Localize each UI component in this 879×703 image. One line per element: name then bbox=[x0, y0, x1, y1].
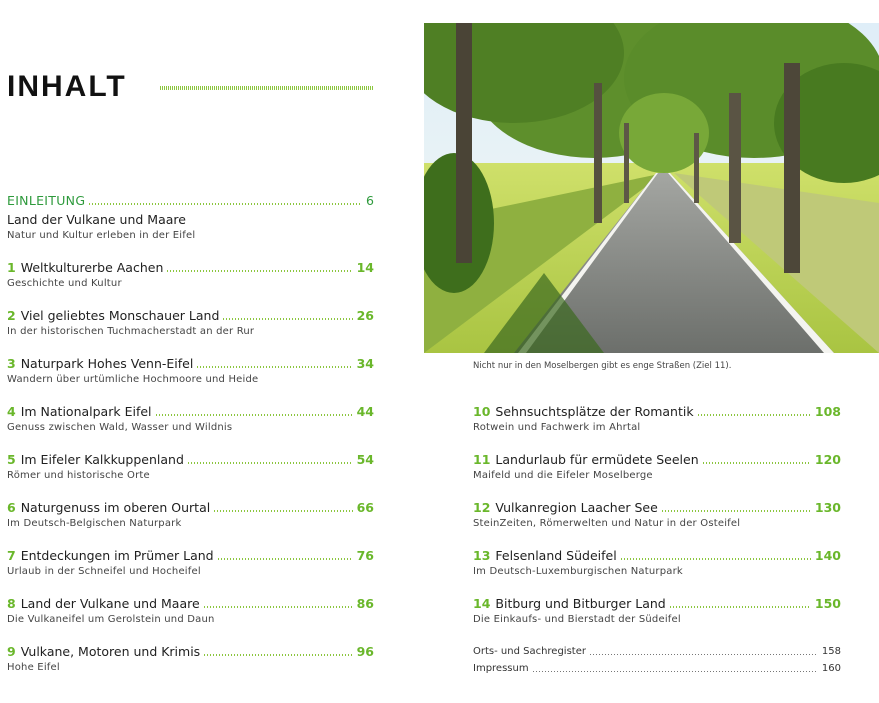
chapter-page-number: 140 bbox=[814, 548, 841, 563]
chapter-page-number: 86 bbox=[356, 596, 374, 611]
chapter-number: 10 bbox=[473, 404, 491, 419]
toc-chapter-entry[interactable] bbox=[7, 308, 374, 337]
chapter-number: 1 bbox=[7, 260, 16, 275]
chapter-subtitle: Wandern über urtümliche Hochmoore und Heide bbox=[7, 374, 259, 385]
dot-leader bbox=[167, 270, 352, 272]
country-road-photo bbox=[424, 23, 879, 353]
chapter-page-number: 130 bbox=[814, 500, 841, 515]
chapter-page-number: 34 bbox=[356, 356, 374, 371]
intro-page-number: 6 bbox=[366, 193, 374, 208]
chapter-heading: Naturpark Hohes Venn-Eifel bbox=[20, 356, 194, 371]
intro-heading: Land der Vulkane und Maare bbox=[7, 212, 186, 227]
chapter-page-number: 44 bbox=[356, 404, 374, 419]
toc-register-entry[interactable] bbox=[473, 646, 841, 657]
chapter-subtitle: Im Deutsch-Luxemburgischen Naturpark bbox=[473, 566, 683, 577]
toc-chapter-entry[interactable] bbox=[7, 452, 374, 481]
dot-leader bbox=[533, 671, 818, 672]
dot-leader bbox=[218, 558, 353, 560]
chapter-number: 11 bbox=[473, 452, 491, 467]
chapter-heading: Land der Vulkane und Maare bbox=[20, 596, 200, 611]
dot-leader bbox=[662, 510, 811, 512]
chapter-subtitle: In der historischen Tuchmacherstadt an der Rur bbox=[7, 326, 255, 337]
dot-leader bbox=[156, 414, 353, 416]
toc-chapter-entry[interactable] bbox=[473, 548, 841, 577]
impressum-label: Impressum bbox=[473, 663, 529, 674]
chapter-subtitle: SteinZeiten, Römerwelten und Natur in der Osteifel bbox=[473, 518, 741, 529]
chapter-number: 2 bbox=[7, 308, 16, 323]
chapter-page-number: 96 bbox=[356, 644, 374, 659]
dot-leader bbox=[204, 654, 352, 656]
chapter-page-number: 54 bbox=[356, 452, 374, 467]
chapter-subtitle: Römer und historische Orte bbox=[7, 470, 150, 481]
chapter-heading: Im Eifeler Kalkkuppenland bbox=[20, 452, 184, 467]
chapter-heading: Im Nationalpark Eifel bbox=[20, 404, 152, 419]
toc-chapter-entry[interactable] bbox=[7, 356, 374, 385]
chapter-subtitle: Hohe Eifel bbox=[7, 662, 60, 673]
chapter-heading: Naturgenuss im oberen Ourtal bbox=[20, 500, 211, 515]
toc-chapter-entry[interactable] bbox=[7, 596, 374, 625]
chapter-number: 12 bbox=[473, 500, 491, 515]
chapter-number: 6 bbox=[7, 500, 16, 515]
chapter-subtitle: Maifeld und die Eifeler Moselberge bbox=[473, 470, 653, 481]
toc-chapter-entry[interactable] bbox=[7, 500, 374, 529]
page-title: INHALT bbox=[7, 70, 127, 103]
dot-leader bbox=[698, 414, 811, 416]
chapter-subtitle: Die Einkaufs- und Bierstadt der Südeifel bbox=[473, 614, 681, 625]
dot-leader bbox=[204, 606, 353, 608]
chapter-page-number: 108 bbox=[814, 404, 841, 419]
chapter-subtitle: Urlaub in der Schneifel und Hocheifel bbox=[7, 566, 201, 577]
dot-leader bbox=[670, 606, 811, 608]
toc-chapter-entry[interactable] bbox=[7, 644, 374, 673]
chapter-number: 5 bbox=[7, 452, 16, 467]
intro-label: EINLEITUNG bbox=[7, 193, 86, 208]
toc-chapter-entry[interactable] bbox=[7, 260, 374, 289]
chapter-subtitle: Geschichte und Kultur bbox=[7, 278, 122, 289]
chapter-page-number: 120 bbox=[814, 452, 841, 467]
dot-leader bbox=[214, 510, 352, 512]
toc-intro-entry[interactable] bbox=[7, 193, 374, 241]
chapter-page-number: 26 bbox=[356, 308, 374, 323]
chapter-number: 3 bbox=[7, 356, 16, 371]
impressum-page-number: 160 bbox=[821, 663, 841, 674]
chapter-heading: Sehnsuchtsplätze der Romantik bbox=[495, 404, 694, 419]
chapter-number: 7 bbox=[7, 548, 16, 563]
chapter-heading: Entdeckungen im Prümer Land bbox=[20, 548, 214, 563]
toc-chapter-entry[interactable] bbox=[473, 404, 841, 433]
toc-impressum-entry[interactable] bbox=[473, 663, 841, 674]
register-page-number: 158 bbox=[821, 646, 841, 657]
chapter-page-number: 14 bbox=[356, 260, 374, 275]
dot-leader bbox=[703, 462, 811, 464]
toc-chapter-entry[interactable] bbox=[7, 404, 374, 433]
chapter-subtitle: Die Vulkaneifel um Gerolstein und Daun bbox=[7, 614, 215, 625]
chapter-page-number: 76 bbox=[356, 548, 374, 563]
chapter-page-number: 66 bbox=[356, 500, 374, 515]
chapter-heading: Vulkanregion Laacher See bbox=[495, 500, 658, 515]
dot-leader bbox=[621, 558, 811, 560]
chapter-heading: Vulkane, Motoren und Krimis bbox=[20, 644, 201, 659]
chapter-heading: Felsenland Südeifel bbox=[495, 548, 617, 563]
dot-leader bbox=[223, 318, 352, 320]
dot-leader bbox=[188, 462, 353, 464]
chapter-number: 4 bbox=[7, 404, 16, 419]
chapter-number: 9 bbox=[7, 644, 16, 659]
dot-leader bbox=[590, 654, 818, 655]
register-label: Orts- und Sachregister bbox=[473, 646, 586, 657]
chapter-number: 8 bbox=[7, 596, 16, 611]
chapter-heading: Bitburg und Bitburger Land bbox=[495, 596, 666, 611]
chapter-subtitle: Genuss zwischen Wald, Wasser und Wildnis bbox=[7, 422, 233, 433]
intro-subtitle: Natur und Kultur erleben in der Eifel bbox=[7, 230, 196, 241]
chapter-subtitle: Rotwein und Fachwerk im Ahrtal bbox=[473, 422, 641, 433]
toc-chapter-entry[interactable] bbox=[7, 548, 374, 577]
chapter-number: 13 bbox=[473, 548, 491, 563]
chapter-heading: Viel geliebtes Monschauer Land bbox=[20, 308, 220, 323]
dot-leader bbox=[89, 203, 362, 205]
title-dotted-rule bbox=[160, 86, 373, 90]
dot-leader bbox=[197, 366, 352, 368]
chapter-heading: Landurlaub für ermüdete Seelen bbox=[495, 452, 699, 467]
toc-chapter-entry[interactable] bbox=[473, 596, 841, 625]
toc-chapter-entry[interactable] bbox=[473, 452, 841, 481]
toc-chapter-entry[interactable] bbox=[473, 500, 841, 529]
tree-lined-road-image bbox=[424, 23, 879, 353]
chapter-number: 14 bbox=[473, 596, 491, 611]
chapter-heading: Weltkulturerbe Aachen bbox=[20, 260, 164, 275]
chapter-page-number: 150 bbox=[814, 596, 841, 611]
photo-caption: Nicht nur in den Moselbergen gibt es enge Straßen (Ziel 11). bbox=[473, 361, 732, 371]
chapter-subtitle: Im Deutsch-Belgischen Naturpark bbox=[7, 518, 182, 529]
